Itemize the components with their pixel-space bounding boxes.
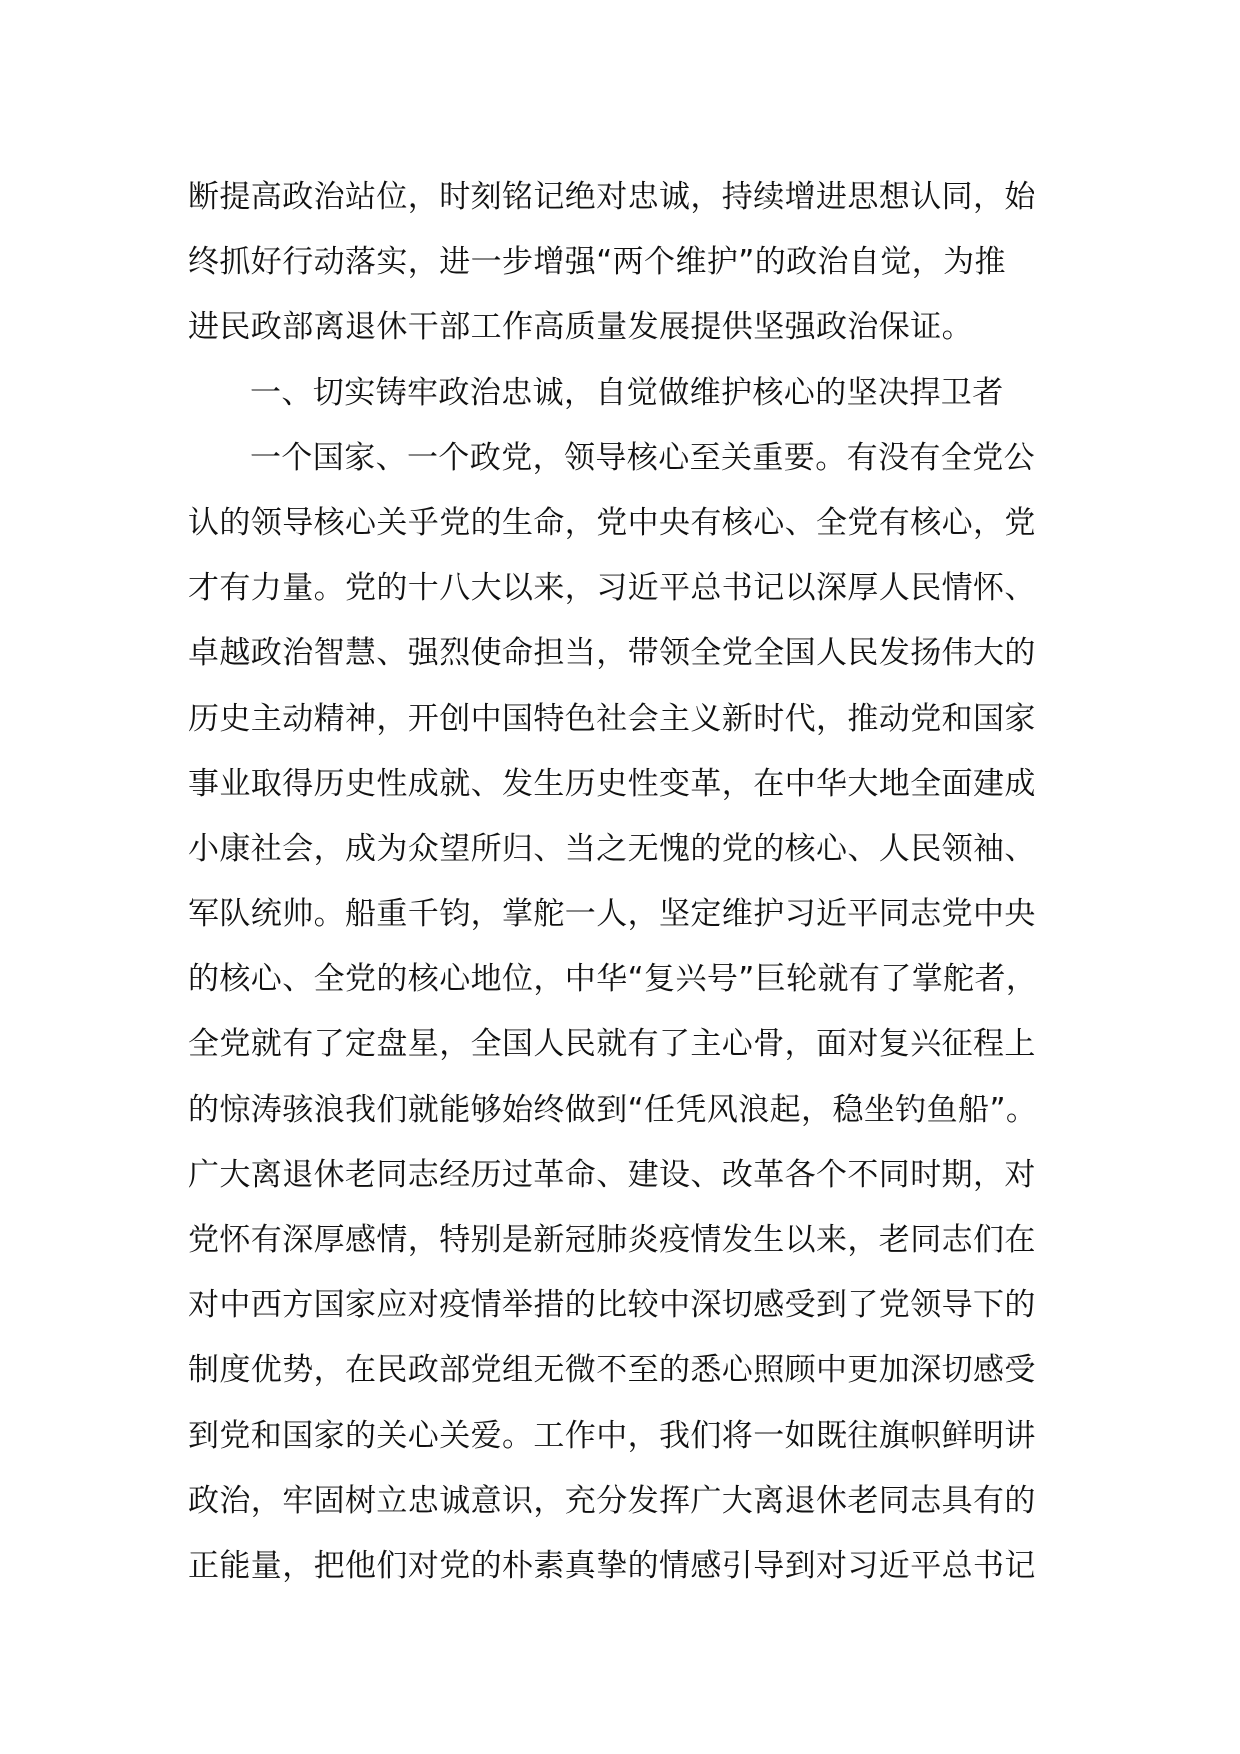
text-line: 正能量，把他们对党的朴素真挚的情感引导到对习近平总书记 <box>188 1547 1036 1584</box>
text-line: 广大离退休老同志经历过革命、建设、改革各个不同时期，对 <box>188 1156 1036 1193</box>
text-line: 才有力量。党的十八大以来，习近平总书记以深厚人民情怀、 <box>188 570 1036 607</box>
body-text <box>188 165 1088 1599</box>
text-line: 事业取得历史性成就、发生历史性变革，在中华大地全面建成 <box>188 765 1036 802</box>
text-line: 的核心、全党的核心地位，中华“复兴号”巨轮就有了掌舵者， <box>188 961 1038 998</box>
text-line: 小康社会，成为众望所归、当之无愧的党的核心、人民领袖、 <box>188 830 1036 867</box>
text-line: 政治，牢固树立忠诚意识，充分发挥广大离退休老同志具有的 <box>188 1482 1036 1519</box>
text-line: 军队统帅。船重千钧，掌舵一人，坚定维护习近平同志党中央 <box>188 896 1036 933</box>
text-line: 制度优势，在民政部党组无微不至的悉心照顾中更加深切感受 <box>188 1352 1036 1389</box>
paragraph-first-line: 一个国家、一个政党，领导核心至关重要。有没有全党公 <box>250 439 1035 476</box>
text-line: 党怀有深厚感情，特别是新冠肺炎疫情发生以来，老同志们在 <box>188 1222 1036 1258</box>
text-line: 卓越政治智慧、强烈使命担当，带领全党全国人民发扬伟大的 <box>188 635 1036 672</box>
text-line: 认的领导核心关乎党的生命，党中央有核心、全党有核心，党 <box>188 504 1036 541</box>
text-line: 对中西方国家应对疫情举措的比较中深切感受到了党领导下的 <box>188 1287 1036 1324</box>
text-line: 全党就有了定盘星，全国人民就有了主心骨，面对复兴征程上 <box>188 1026 1036 1063</box>
text-line: 的惊涛骇浪我们就能够始终做到“任凭风浪起，稳坐钓鱼船”。 <box>188 1091 1038 1128</box>
text-line: 历史主动精神，开创中国特色社会主义新时代，推动党和国家 <box>188 700 1036 737</box>
text-line: 进民政部离退休干部工作高质量发展提供坚强政治保证。 <box>188 309 973 346</box>
text-line: 终抓好行动落实，进一步增强“两个维护”的政治自觉，为推 <box>188 244 1006 281</box>
text-line: 断提高政治站位，时刻铭记绝对忠诚，持续增进思想认同，始 <box>188 179 1036 215</box>
text-line: 到党和国家的关心关爱。工作中，我们将一如既往旗帜鲜明讲 <box>188 1417 1036 1454</box>
section-heading: 一、切实铸牢政治忠诚，自觉做维护核心的坚决捍卫者 <box>250 374 1004 411</box>
